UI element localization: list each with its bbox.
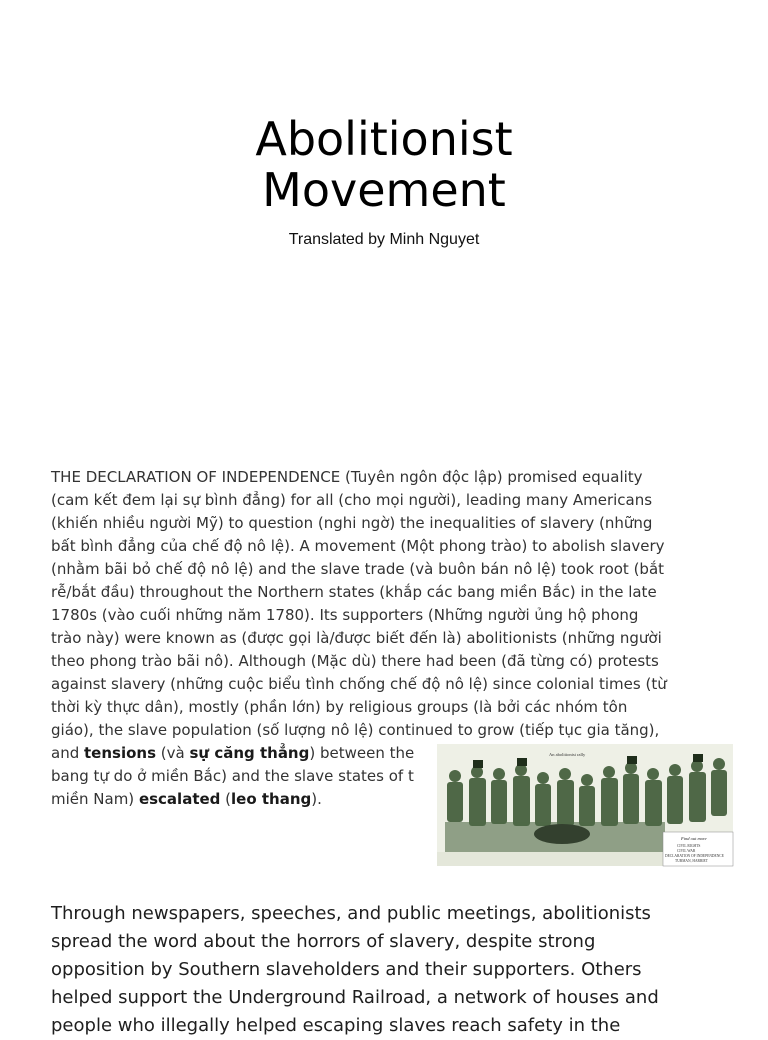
illustration-note-item: DECLARATION OF INDEPENDENCE — [665, 854, 724, 858]
term-escalated: escalated — [138, 790, 221, 808]
p1-line: ). — [311, 790, 322, 808]
p1-line: (khiến nhiều người Mỹ) to question (nghi ngờ) the inequalities of slavery (những — [51, 514, 653, 532]
p1-line: ( — [220, 790, 232, 808]
translator-credit: Translated by Minh Nguyet — [288, 231, 480, 248]
p2-line: spread the word about the horrors of slavery, despite strong — [51, 931, 596, 952]
p2-line: opposition by Southern slaveholders and their supporters. Others — [51, 959, 642, 980]
body-paragraph-2 — [51, 900, 731, 1040]
p1-line: (và — [156, 744, 190, 762]
p1-line: against slavery (những cuộc biểu tình chống chế độ nô lệ) since colonial times (từ — [51, 675, 667, 693]
illustration-caption: An abolitionist rally — [549, 752, 586, 757]
p2-line: helped support the Underground Railroad, a network of houses and — [51, 987, 659, 1008]
p1-line: giáo), the slave population (số lượng nô lệ) continued to grow (tiếp tục gia tăng), — [51, 721, 660, 739]
p1-line: and — [51, 744, 84, 762]
term-leo-thang: leo thang — [231, 790, 312, 808]
term-su-cang-thang: sự căng thẳng — [189, 744, 310, 762]
p2-line: Through newspapers, speeches, and public meetings, abolitionists — [51, 903, 651, 924]
p1-line: bất bình đẳng của chế độ nô lệ). A movement (Một phong trào) to abolish slavery — [51, 537, 665, 555]
p1-line: bang tự do ở miền Bắc) and the slave states of t — [51, 767, 414, 785]
p1-line: rễ/bắt đầu) throughout the Northern states (khắp các bang miền Bắc) in the late — [51, 583, 657, 601]
p1-line: miền Nam) — [51, 790, 139, 808]
page-title — [0, 114, 768, 216]
p1-line: 1780s (vào cuối những năm 1780). Its supporters (Những người ủng hộ phong — [51, 606, 639, 624]
p1-line: trào này) were known as (được gọi là/được biết đến là) abolitionists (những người — [51, 629, 662, 647]
abolitionist-rally-illustration — [437, 744, 733, 866]
p1-line: thời kỳ thực dân), mostly (phần lớn) by religious groups (là bởi các nhóm tôn — [51, 698, 628, 716]
illustration-note-title: Find out more — [681, 836, 707, 841]
p1-line: ) between the — [309, 744, 415, 762]
illustration-note-item: CIVIL WAR — [677, 849, 696, 853]
illustration-note-item: CIVIL RIGHTS — [677, 844, 701, 848]
p1-line: theo phong trào bãi nô). Although (Mặc dù) there had been (đã từng có) protests — [51, 652, 659, 670]
title-line-2: Movement — [262, 163, 506, 217]
p1-line: (cam kết đem lại sự bình đẳng) for all (cho mọi người), leading many Americans — [51, 491, 653, 509]
p2-line: people who illegally helped escaping slaves reach safety in the — [51, 1015, 621, 1036]
title-line-1: Abolitionist — [255, 112, 513, 166]
illustration-note-item: TUBMAN, HARRIET — [675, 859, 708, 863]
term-tensions: tensions — [84, 744, 157, 762]
p1-line: THE DECLARATION OF INDEPENDENCE (Tuyên ngôn độc lập) promised equality — [51, 468, 643, 486]
p1-line: (nhằm bãi bỏ chế độ nô lệ) and the slave trade (và buôn bán nô lệ) took root (bắt — [51, 560, 665, 578]
